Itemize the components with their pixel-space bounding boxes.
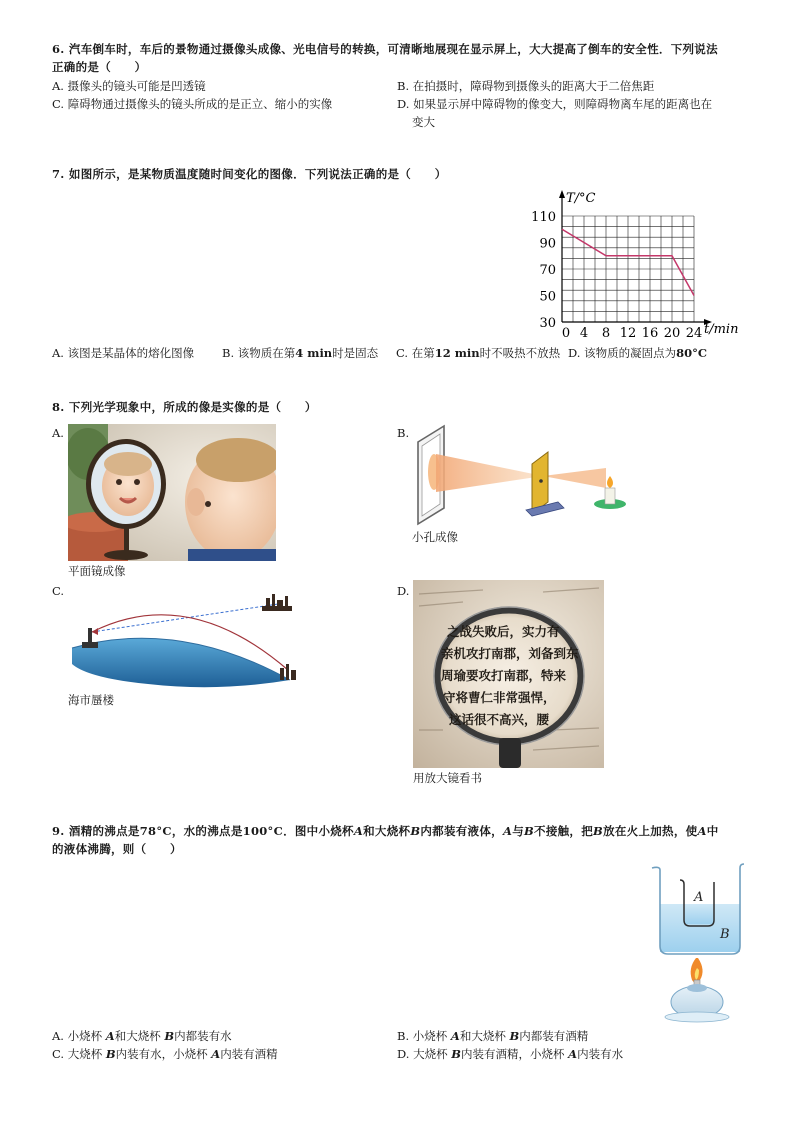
q7-option-c[interactable] (396, 344, 560, 362)
q9-option-text: 和大烧杯 (114, 1029, 165, 1043)
q7-option-d[interactable] (568, 344, 707, 362)
book-text-line-3: 周瑜要攻打南郡，特来 (441, 668, 567, 683)
chart-x-tick-label: 8 (601, 326, 611, 341)
q6-stem-line1: 6. 汽车倒车时，车后的景物通过摄像头成像、光电信号的转换，可清晰地展现在显示屏上，大大提高了倒车的安全性．下列说法 (52, 42, 718, 56)
chart-x-tick-label: 12 (619, 326, 637, 341)
q9-beaker-label-a: A (694, 890, 704, 905)
q9-beaker-label-b: B (720, 927, 730, 942)
q9-var-a: A (353, 824, 364, 838)
q9-stem-text: 放在火上加热，使 (603, 824, 698, 838)
q9-option-d[interactable] (397, 1045, 623, 1063)
q9-option-text: D. 大烧杯 (397, 1047, 452, 1061)
q6-option-b[interactable]: B. 在拍摄时，障碍物到摄像头的距离大于二倍焦距 (397, 79, 655, 93)
q9-option-text: A. 小烧杯 (52, 1029, 106, 1043)
q9-water-boiling-point: 100°C (242, 824, 284, 838)
q9-stem-text: 不接触，把 (534, 824, 594, 838)
q7-option-b-text: B. 该物质在第 (222, 346, 296, 360)
q8-mirage-diagram[interactable] (68, 588, 300, 688)
q6-option-d[interactable]: D. 如果显示屏中障碍物的像变大，则障碍物离车尾的距离也在 (397, 97, 713, 111)
q9-stem-text: 9. 酒精的沸点是 (52, 824, 140, 838)
q9-stem-text: 中 (706, 824, 719, 838)
q7-option-d-value: 80°C (676, 346, 708, 360)
q9-option-text: 内装有酒精，小烧杯 (461, 1047, 569, 1061)
q6-option-d-cont: 变大 (412, 115, 435, 129)
q9-stem-text: ，水的沸点是 (171, 824, 243, 838)
q9-var-b: B (509, 1029, 520, 1043)
q8-magnifier-photo[interactable] (413, 580, 604, 768)
q7-option-b[interactable] (222, 344, 378, 362)
book-text-line-1: 之战失败后，实力有 (447, 624, 560, 639)
q9-var-b: B (164, 1029, 175, 1043)
chart-y-tick-label: 50 (539, 289, 556, 305)
q7-option-a-text: A. 该图是某晶体的熔化图像 (52, 346, 195, 360)
q7-temperature-chart (528, 182, 748, 342)
q8-option-b-letter[interactable]: B. (397, 426, 410, 440)
q9-var-b: B (524, 824, 535, 838)
q8-stem: 8. 下列光学现象中，所成的像是实像的是（ ） (52, 400, 317, 414)
q7-option-d-text: D. 该物质的凝固点为 (568, 346, 677, 360)
q9-var-b: B (593, 824, 604, 838)
q9-option-text: C. 大烧杯 (52, 1047, 106, 1061)
q9-stem-text: ．图中小烧杯 (283, 824, 354, 838)
chart-x-tick-label: 24 (685, 326, 703, 341)
q8-pinhole-diagram[interactable] (408, 424, 638, 528)
q9-var-b: B (410, 824, 421, 838)
chart-x-tick-label: 4 (579, 326, 589, 341)
chart-x-tick-label: 20 (663, 326, 681, 341)
q9-var-a: A (502, 824, 513, 838)
q7-option-c-text: C. 在第 (396, 346, 435, 360)
q6-stem-line2: 正确的是（ ） (52, 60, 147, 74)
q9-var-a: A (450, 1029, 460, 1043)
q7-option-b-text2: 时是固态 (332, 346, 379, 360)
chart-y-tick-label: 30 (539, 316, 556, 331)
q9-var-a: A (105, 1029, 115, 1043)
q9-option-text: 内都装有水 (174, 1029, 232, 1043)
q9-stem-text: 与 (512, 824, 524, 838)
q7-option-c-value: 12 min (434, 346, 480, 360)
q9-var-a: A (697, 824, 707, 838)
q9-stem-text: 内都装有液体， (420, 824, 503, 838)
chart-y-tick-label: 70 (539, 263, 556, 278)
chart-y-tick-label: 110 (531, 210, 556, 225)
q8-option-d-caption: 用放大镜看书 (413, 771, 482, 785)
q8-option-c-caption: 海市蜃楼 (68, 693, 114, 707)
q7-stem: 7. 如图所示，是某物质温度随时间变化的图像．下列说法正确的是（ ） (52, 167, 447, 181)
chart-y-axis-arrow (559, 190, 565, 198)
q6-option-c[interactable]: C. 障碍物通过摄像头的镜头所成的是正立、缩小的实像 (52, 97, 333, 111)
q9-option-text: 内装有水，小烧杯 (115, 1047, 212, 1061)
chart-x-tick-label: 16 (641, 326, 659, 341)
q9-beaker-diagram (650, 860, 746, 1024)
book-text-line-2: 亲机攻打南郡，刘备到东 (441, 646, 579, 661)
q9-var-b: B (105, 1047, 116, 1061)
q8-option-a-caption: 平面镜成像 (68, 564, 126, 578)
q9-stem-line2: 的液体沸腾，则（ ） (52, 842, 182, 856)
q9-alcohol-boiling-point: 78°C (139, 824, 172, 838)
q9-option-text: 内装有水 (577, 1047, 624, 1061)
q9-option-a[interactable] (52, 1027, 232, 1045)
q8-option-c-letter[interactable]: C. (52, 584, 65, 598)
q9-option-text: 和大烧杯 (459, 1029, 510, 1043)
q9-var-a: A (211, 1047, 221, 1061)
chart-x-label: t/min (704, 322, 739, 337)
q8-mirror-baby-photo[interactable] (68, 424, 276, 561)
q9-option-c[interactable] (52, 1045, 278, 1063)
q9-option-text: 内都装有酒精 (519, 1029, 589, 1043)
q9-var-a: A (568, 1047, 578, 1061)
q9-stem-line1 (52, 822, 719, 840)
chart-y-tick-label: 90 (539, 236, 556, 252)
q9-stem-text: 和大烧杯 (363, 824, 411, 838)
q7-option-b-value: 4 min (295, 346, 333, 360)
q9-var-b: B (451, 1047, 462, 1061)
q6-option-a[interactable]: A. 摄像头的镜头可能是凹透镜 (52, 79, 206, 93)
q8-option-a-letter[interactable]: A. (52, 426, 64, 440)
q9-option-text: B. 小烧杯 (397, 1029, 451, 1043)
q7-option-c-text2: 时不吸热不放热 (479, 346, 561, 360)
chart-y-label: T/°C (566, 191, 596, 206)
book-text-line-4: 守将曹仁非常强悍， (443, 690, 556, 705)
chart-x-tick-label: 0 (561, 326, 571, 341)
q9-option-text: 内装有酒精 (220, 1047, 278, 1061)
q9-option-b[interactable] (397, 1027, 588, 1045)
q7-option-a[interactable] (52, 344, 194, 362)
book-text-line-5: 这话很不高兴，腰 (449, 712, 550, 727)
q8-option-d-letter[interactable]: D. (397, 584, 410, 598)
q8-option-b-caption: 小孔成像 (412, 530, 458, 544)
